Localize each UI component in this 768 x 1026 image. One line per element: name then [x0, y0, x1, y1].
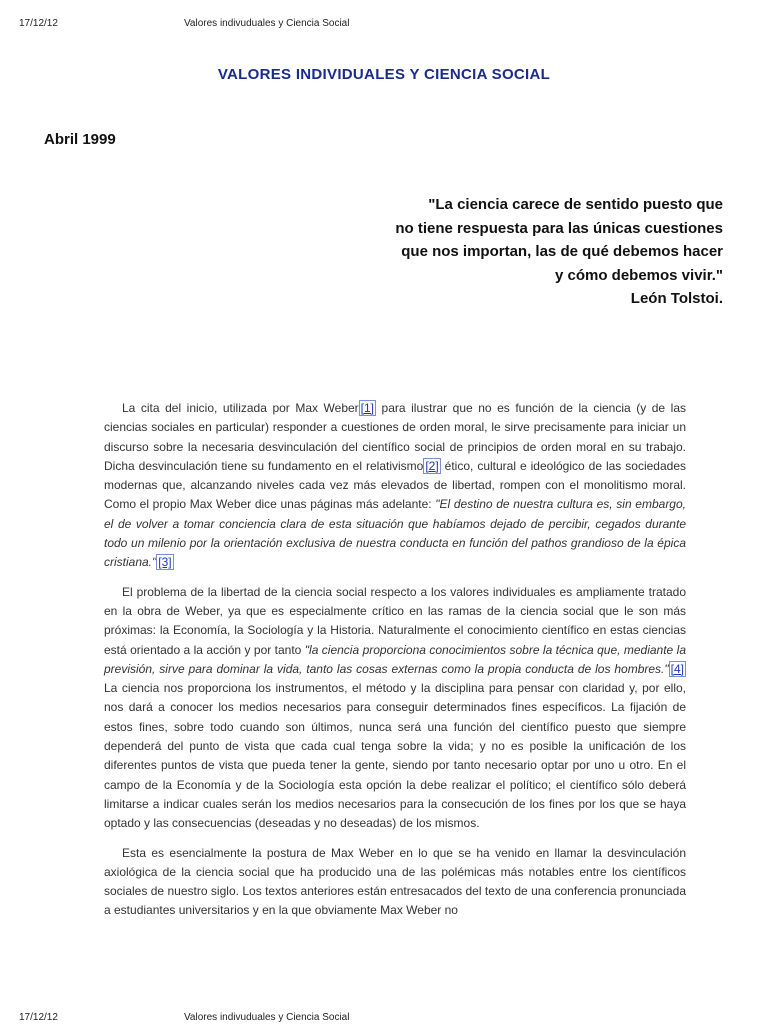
footnote-link-3[interactable]: [3]	[158, 555, 172, 570]
paragraph-1	[104, 399, 686, 573]
paragraph-text: Esta es esencialmente la postura de Max Weber en lo que se ha venido en llamar la desvinculación axiológica de la ciencia social que ha producido una de las polémicas más notables entre los científicos sociales de nuestro siglo. Los textos anteriores están entresacados del texto de una conferencia pronunciada a estudiantes universitarios y en la que obviamente Max Weber no	[104, 845, 686, 918]
footnote-link-4[interactable]: [4]	[670, 661, 684, 676]
paragraph-text: ético, cultural e ideológico de las sociedades modernas que, alcanzando niveles cada vez más elevados de libertad, rompen con el monolitismo moral. Como el propio Max Weber dice unas páginas más adelante:	[104, 458, 686, 512]
paragraph-text: para ilustrar que no es función de la ciencia (y de las ciencias sociales en particular) responder a cuestiones de orden moral, le sirve precisamente para iniciar un discurso sobre la necesaria desvinculación del científico social de principios de orden moral en su trabajo. Dicha desvinculación tiene su fundamento en el relativismo	[104, 401, 686, 473]
epigraph-author: León Tolstoi.	[630, 290, 723, 307]
paragraph-2	[104, 583, 686, 834]
footnote-link-1[interactable]: [1]	[360, 401, 375, 415]
document-date: Abril 1999	[44, 131, 116, 148]
paragraph-text: El problema de la libertad de la ciencia social respecto a los valores individuales es ampliamente tratado en la obra de Weber, ya que es especialmente crítico en las ramas de la ciencia social que le son más próximas: la Economía, la Sociología y la Historia. Naturalmente el conocimiento científico en estas ciencias está orientado a la acción y por tanto	[104, 584, 686, 657]
weber-quote: "la ciencia proporciona conocimientos sobre la técnica que, mediante la previsión, sirve para dominar la vida, tanto las cosas externas como la propia conducta de los hombres."	[104, 642, 686, 676]
print-header	[0, 18, 768, 32]
print-header-date: 17/12/12	[19, 18, 58, 29]
weber-quote: "El destino de nuestra cultura es, sin embargo, el de volver a tomar conciencia clara de esta situación que habíamos dejado de percibir, cegados durante todo un milenio por la orientación exclusiva de nuestra conducta en función del pathos grandioso de la épica cristiana."	[104, 497, 686, 570]
paragraph-3	[104, 844, 686, 921]
epigraph-line: que nos importan, las de qué debemos hacer	[401, 243, 723, 260]
epigraph-line: y cómo debemos vivir."	[554, 266, 723, 284]
document-title: VALORES INDIVIDUALES Y CIENCIA SOCIAL	[217, 66, 551, 83]
paragraph-text: La ciencia nos proporciona los instrumentos, el método y la disciplina para pensar con claridad y, por ello, nos dará a conocer los medios necesarios para conseguir determinados fines específicos. La fijación de estos fines, sobre todo cuando son últimos, nunca será una función del científico puesto que siempre dependerá del punto de vista que cada cual tenga sobre la vida; y no es posible la unificación de los diferentes puntos de vista que pueda tener la gente, siendo por tanto necesario optar por uno u otro. En el campo de la Economía y de la Sociología esta opción la debe realizar el político; el científico sólo deberá limitarse a indicar cuales serán los medios necesarios para la consecución de los fines por los que se haya optado y las consecuencias (deseadas y no deseadas) de los mismos.	[104, 681, 686, 831]
paragraph-text: La cita del inicio, utilizada por Max Weber	[122, 401, 359, 415]
body-text	[104, 399, 686, 931]
epigraph-line: no tiene respuesta para las únicas cuestiones	[395, 219, 723, 237]
print-footer-title: Valores indivuduales y Ciencia Social	[184, 1012, 350, 1023]
print-header-title: Valores indivuduales y Ciencia Social	[184, 18, 350, 29]
epigraph-line: "La ciencia carece de sentido puesto que	[428, 196, 723, 213]
epigraph-quote	[253, 193, 723, 311]
footnote-link-2[interactable]: [2]	[425, 458, 439, 473]
print-footer-date: 17/12/12	[19, 1012, 58, 1023]
